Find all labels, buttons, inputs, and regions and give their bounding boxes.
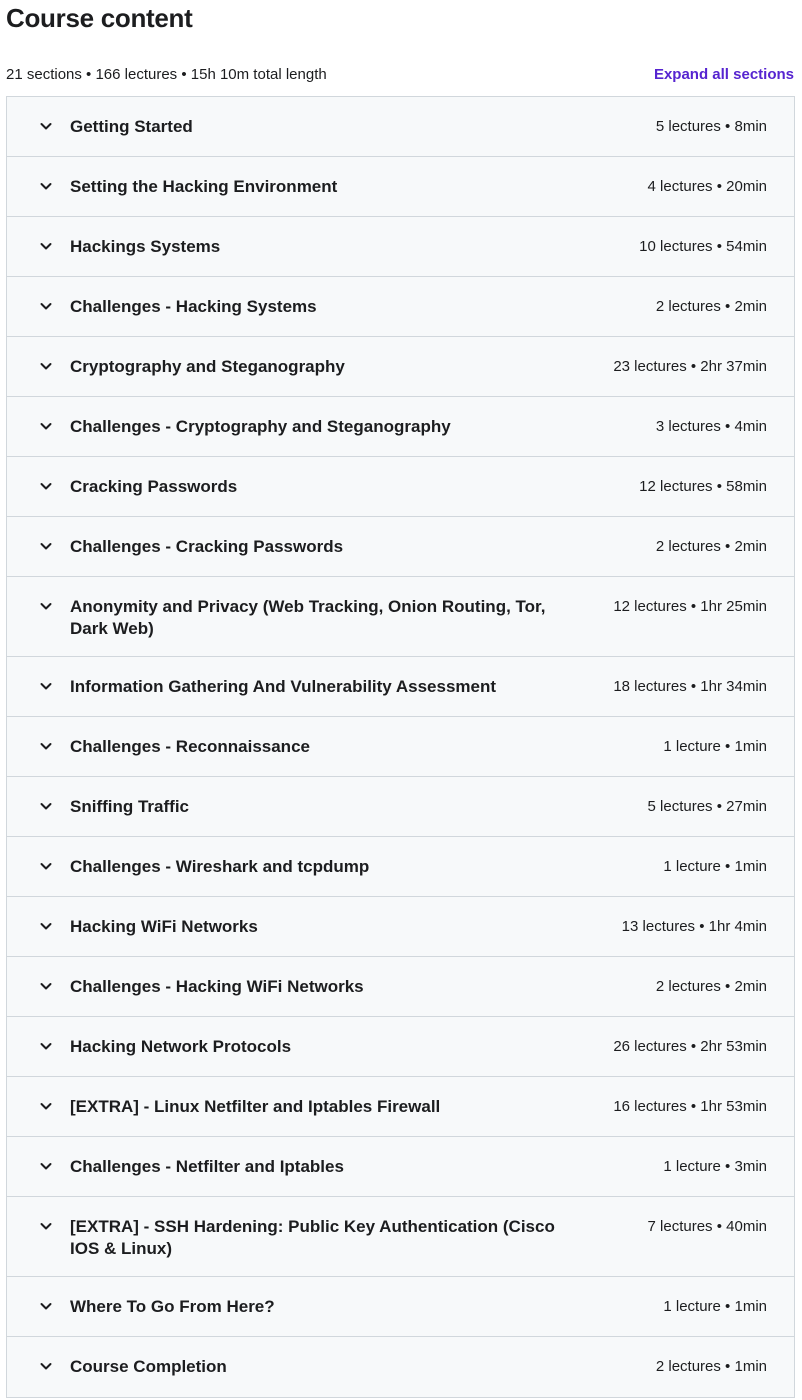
section-lecture-count: 3 lectures • 4min bbox=[655, 418, 767, 435]
section-lecture-count: 2 lectures • 2min bbox=[655, 978, 767, 995]
section-lecture-count: 7 lectures • 40min bbox=[647, 1218, 767, 1235]
section-lecture-count: 26 lectures • 2hr 53min bbox=[613, 1038, 767, 1055]
section-row[interactable] bbox=[7, 577, 794, 657]
section-row[interactable] bbox=[7, 337, 794, 397]
section-row[interactable] bbox=[7, 97, 794, 157]
section-row[interactable] bbox=[7, 957, 794, 1017]
chevron-down-icon bbox=[39, 179, 53, 193]
chevron-down-icon bbox=[39, 799, 53, 813]
section-title: Sniffing Traffic bbox=[70, 797, 189, 816]
section-row[interactable] bbox=[7, 1197, 794, 1277]
section-lecture-count: 16 lectures • 1hr 53min bbox=[613, 1098, 767, 1115]
chevron-down-icon bbox=[39, 239, 53, 253]
chevron-down-icon bbox=[39, 359, 53, 373]
section-title: Anonymity and Privacy (Web Tracking, Onion Routing, Tor, Dark Web) bbox=[70, 597, 546, 638]
section-title: [EXTRA] - SSH Hardening: Public Key Authentication (Cisco IOS & Linux) bbox=[70, 1217, 555, 1258]
section-title: Challenges - Hacking WiFi Networks bbox=[70, 977, 364, 996]
chevron-down-icon bbox=[39, 119, 53, 133]
section-lecture-count: 1 lecture • 3min bbox=[663, 1158, 767, 1175]
section-title: Information Gathering And Vulnerability Assessment bbox=[70, 677, 497, 696]
section-row[interactable] bbox=[7, 837, 794, 897]
section-title: Cryptography and Steganography bbox=[70, 357, 345, 376]
section-title: Hacking Network Protocols bbox=[70, 1037, 292, 1056]
section-title: Challenges - Cracking Passwords bbox=[70, 537, 344, 556]
section-lecture-count: 13 lectures • 1hr 4min bbox=[621, 918, 767, 935]
section-title: Challenges - Wireshark and tcpdump bbox=[70, 857, 370, 876]
section-title: Where To Go From Here? bbox=[70, 1297, 275, 1316]
section-row[interactable] bbox=[7, 157, 794, 217]
section-row[interactable] bbox=[7, 1337, 794, 1397]
section-lecture-count: 1 lecture • 1min bbox=[663, 738, 767, 755]
section-row[interactable] bbox=[7, 1077, 794, 1137]
section-lecture-count: 5 lectures • 8min bbox=[655, 118, 767, 135]
section-lecture-count: 2 lectures • 2min bbox=[655, 538, 767, 555]
expand-all-sections-button[interactable]: Expand all sections bbox=[653, 65, 794, 83]
section-row[interactable] bbox=[7, 457, 794, 517]
section-lecture-count: 2 lectures • 2min bbox=[655, 298, 767, 315]
section-lecture-count: 4 lectures • 20min bbox=[647, 178, 767, 195]
page-title: Course content bbox=[6, 3, 193, 33]
section-row[interactable] bbox=[7, 777, 794, 837]
chevron-down-icon bbox=[39, 1219, 53, 1233]
chevron-down-icon bbox=[39, 1159, 53, 1173]
section-row[interactable] bbox=[7, 897, 794, 957]
section-row[interactable] bbox=[7, 1137, 794, 1197]
chevron-down-icon bbox=[39, 1099, 53, 1113]
course-summary: 21 sections • 166 lectures • 15h 10m total length bbox=[6, 65, 327, 83]
chevron-down-icon bbox=[39, 539, 53, 553]
section-row[interactable] bbox=[7, 1277, 794, 1337]
section-row[interactable] bbox=[7, 397, 794, 457]
section-row[interactable] bbox=[7, 1017, 794, 1077]
chevron-down-icon bbox=[39, 299, 53, 313]
chevron-down-icon bbox=[39, 979, 53, 993]
chevron-down-icon bbox=[39, 679, 53, 693]
section-title: Hackings Systems bbox=[70, 237, 221, 256]
chevron-down-icon bbox=[39, 739, 53, 753]
chevron-down-icon bbox=[39, 919, 53, 933]
section-lecture-count: 12 lectures • 1hr 25min bbox=[613, 598, 767, 615]
section-lecture-count: 10 lectures • 54min bbox=[639, 238, 767, 255]
chevron-down-icon bbox=[39, 419, 53, 433]
section-title: Getting Started bbox=[70, 117, 193, 136]
chevron-down-icon bbox=[39, 1359, 53, 1373]
chevron-down-icon bbox=[39, 599, 53, 613]
section-title: Setting the Hacking Environment bbox=[70, 177, 338, 196]
section-title: Challenges - Cryptography and Steganography bbox=[70, 417, 451, 436]
course-summary-row bbox=[6, 62, 794, 86]
section-title: Challenges - Netfilter and Iptables bbox=[70, 1157, 344, 1176]
section-row[interactable] bbox=[7, 277, 794, 337]
section-lecture-count: 18 lectures • 1hr 34min bbox=[613, 678, 767, 695]
section-title: Challenges - Hacking Systems bbox=[70, 297, 317, 316]
section-row[interactable] bbox=[7, 517, 794, 577]
section-lecture-count: 12 lectures • 58min bbox=[639, 478, 767, 495]
section-row[interactable] bbox=[7, 217, 794, 277]
section-lecture-count: 2 lectures • 1min bbox=[655, 1358, 767, 1375]
section-row[interactable] bbox=[7, 717, 794, 777]
section-lecture-count: 1 lecture • 1min bbox=[663, 858, 767, 875]
section-list bbox=[6, 96, 795, 1398]
chevron-down-icon bbox=[39, 859, 53, 873]
chevron-down-icon bbox=[39, 479, 53, 493]
section-title: [EXTRA] - Linux Netfilter and Iptables Firewall bbox=[70, 1097, 441, 1116]
section-lecture-count: 1 lecture • 1min bbox=[663, 1298, 767, 1315]
section-title: Challenges - Reconnaissance bbox=[70, 737, 310, 756]
section-lecture-count: 5 lectures • 27min bbox=[647, 798, 767, 815]
section-lecture-count: 23 lectures • 2hr 37min bbox=[613, 358, 767, 375]
section-row[interactable] bbox=[7, 657, 794, 717]
chevron-down-icon bbox=[39, 1039, 53, 1053]
section-title: Cracking Passwords bbox=[70, 477, 238, 496]
section-title: Hacking WiFi Networks bbox=[70, 917, 258, 936]
chevron-down-icon bbox=[39, 1299, 53, 1313]
section-title: Course Completion bbox=[70, 1357, 227, 1376]
